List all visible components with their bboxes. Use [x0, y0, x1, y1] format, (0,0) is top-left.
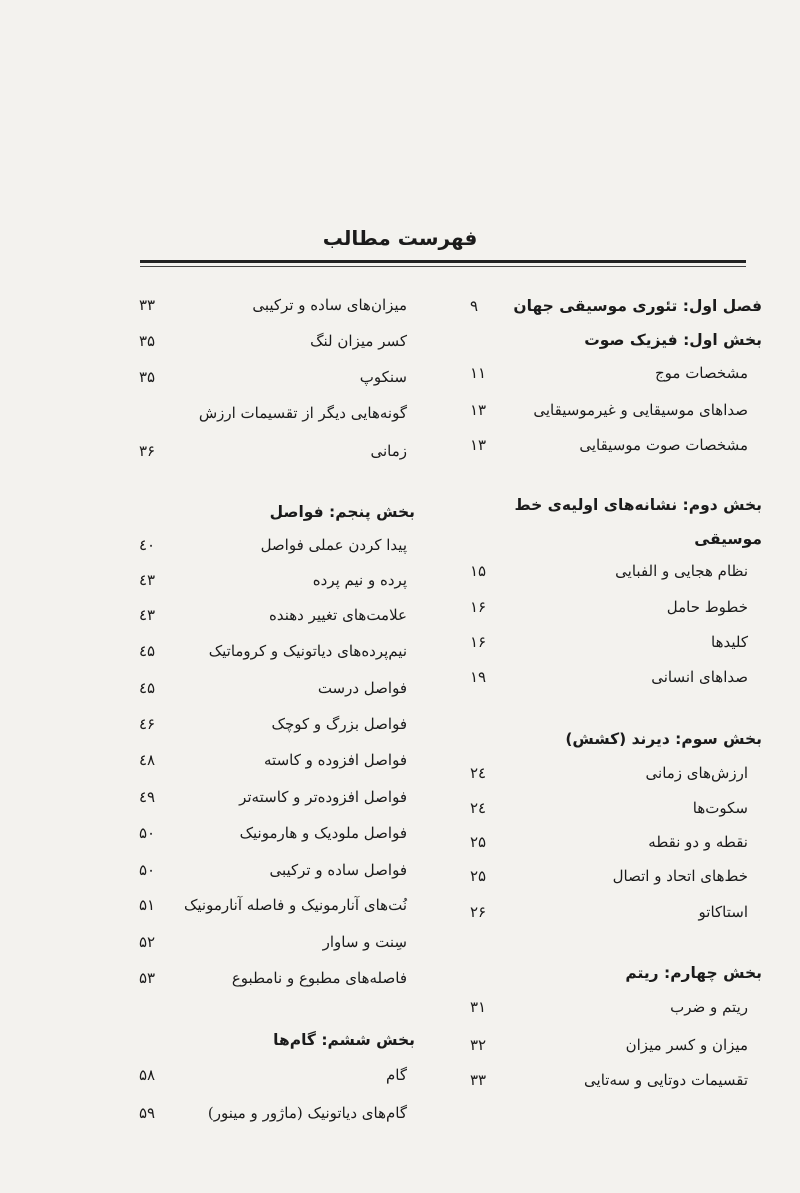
page-number: ۳۳ — [139, 296, 156, 314]
page-number: ۳۵ — [139, 368, 156, 386]
toc-left-entry[interactable] — [135, 1025, 435, 1055]
toc-right-entry[interactable] — [470, 395, 770, 425]
toc-left-entry[interactable] — [135, 290, 435, 320]
toc-left-entry[interactable] — [135, 818, 435, 848]
toc-right-entry[interactable] — [470, 758, 770, 788]
entry-title: میزان‌های ساده و ترکیبی — [252, 296, 407, 314]
toc-left-entry[interactable] — [135, 745, 435, 775]
section-heading: بخش اول: فیزیک صوت — [584, 331, 762, 349]
page-number: ۲۵ — [470, 833, 487, 851]
toc-right-entry[interactable] — [470, 592, 770, 622]
page-number: ۵۹ — [139, 1104, 156, 1122]
page-number: ٤۵ — [139, 642, 156, 660]
toc-left-entry[interactable] — [135, 362, 435, 392]
toc-right-entry[interactable] — [470, 793, 770, 823]
title-rule-thin — [140, 266, 746, 267]
toc-left-entry[interactable] — [135, 565, 435, 595]
page-number: ۱۱ — [470, 364, 487, 382]
toc-right-entry[interactable] — [470, 897, 770, 927]
toc-right-entry[interactable] — [470, 1030, 770, 1060]
entry-title: ارزش‌های زمانی — [645, 764, 748, 782]
toc-left-entry[interactable] — [135, 1098, 435, 1128]
page-number: ۱۶ — [470, 598, 487, 616]
page-number: ۱۵ — [470, 562, 487, 580]
toc-right-entry[interactable] — [470, 827, 770, 857]
toc-right-entry[interactable] — [470, 958, 770, 988]
page-number: ٤۸ — [139, 751, 156, 769]
entry-title: نُت‌های آنارمونیک و فاصله آنارمونیک — [183, 896, 407, 914]
entry-title: خطوط حامل — [666, 598, 748, 616]
toc-right-entry[interactable] — [470, 1065, 770, 1095]
toc-right-entry[interactable] — [470, 724, 770, 754]
toc-left-entry[interactable] — [135, 530, 435, 560]
toc-right-entry[interactable] — [470, 861, 770, 891]
entry-title: پیدا کردن عملی فواصل — [260, 536, 407, 554]
entry-title: میزان و کسر میزان — [625, 1036, 748, 1054]
entry-title: فواصل افزوده و کاسته — [264, 751, 407, 769]
section-heading: بخش چهارم: ریتم — [625, 964, 762, 982]
entry-title: استاکاتو — [698, 903, 748, 921]
page-number: ۲۵ — [470, 867, 487, 885]
section-heading: بخش ششم: گام‌ها — [273, 1031, 415, 1049]
entry-title: خط‌های اتحاد و اتصال — [612, 867, 748, 885]
toc-left-entry[interactable] — [135, 673, 435, 703]
entry-title: فواصل ساده و ترکیبی — [269, 861, 407, 879]
toc-left-entry[interactable] — [135, 927, 435, 957]
entry-title: کسر میزان لنگ — [310, 332, 407, 350]
toc-left-entry[interactable] — [135, 1060, 435, 1090]
page-number: ۳۶ — [139, 442, 156, 460]
toc-left-entry[interactable] — [135, 497, 435, 527]
page-number: ۵۱ — [139, 896, 156, 914]
entry-title: نظام هجایی و الفبایی — [615, 562, 748, 580]
title-rule-thick — [140, 260, 746, 263]
entry-title: گام‌های دیاتونیک (ماژور و مینور) — [207, 1104, 407, 1122]
section-heading: فصل اول: تئوری موسیقی جهان — [513, 297, 762, 315]
entry-title: مشخصات صوت موسیقایی — [579, 436, 748, 454]
toc-right-entry[interactable] — [470, 992, 770, 1022]
entry-title: زمانی — [370, 442, 407, 460]
toc-left-entry[interactable] — [135, 963, 435, 993]
page-number: ۲۶ — [470, 903, 487, 921]
entry-title: سنکوپ — [359, 368, 407, 386]
page-number: ۲٤ — [470, 799, 487, 817]
page-number: ۳۳ — [470, 1071, 487, 1089]
toc-right-entry[interactable] — [470, 325, 770, 355]
page-number: ٤۰ — [139, 536, 156, 554]
section-heading: بخش دوم: نشانه‌های اولیه‌ی خط — [514, 496, 762, 514]
page-number: ۵۰ — [139, 824, 156, 842]
toc-left-entry[interactable] — [135, 636, 435, 666]
entry-title: گام — [386, 1066, 407, 1084]
page-number: ۳۵ — [139, 332, 156, 350]
page-number: ٤۵ — [139, 679, 156, 697]
entry-title: پرده و نیم پرده — [312, 571, 407, 589]
toc-right-entry[interactable] — [470, 291, 770, 321]
toc-left-entry[interactable] — [135, 600, 435, 630]
entry-title: مشخصات موج — [654, 364, 748, 382]
entry-title: سکوت‌ها — [692, 799, 748, 817]
page-number: ۵۸ — [139, 1066, 156, 1084]
page-number: ۳۲ — [470, 1036, 487, 1054]
page-number: ٤۶ — [139, 715, 156, 733]
entry-title: کلیدها — [711, 633, 748, 651]
toc-left-entry[interactable] — [135, 398, 435, 428]
entry-title: نیم‌پرده‌های دیاتونیک و کروماتیک — [208, 642, 407, 660]
toc-right-entry[interactable] — [470, 662, 770, 692]
page-number: ۱۳ — [470, 401, 487, 419]
section-heading: موسیقی — [694, 530, 762, 548]
entry-title: سِنت و ساوار — [322, 933, 407, 951]
entry-title: علامت‌های تغییر دهنده — [268, 606, 407, 624]
entry-title: صداهای انسانی — [651, 668, 748, 686]
page-number: ۵۲ — [139, 933, 156, 951]
section-heading: بخش سوم: دیرند (کشش) — [565, 730, 762, 748]
toc-left-entry[interactable] — [135, 890, 435, 920]
toc-left-entry[interactable] — [135, 709, 435, 739]
entry-title: فواصل درست — [317, 679, 407, 697]
entry-title: صداهای موسیقایی و غیرموسیقایی — [533, 401, 748, 419]
page-number: ۳۱ — [470, 998, 487, 1016]
entry-title: تقسیمات دوتایی و سه‌تایی — [584, 1071, 748, 1089]
entry-title: فواصل بزرگ و کوچک — [271, 715, 407, 733]
page-number: ۹ — [470, 297, 479, 315]
entry-title: ریتم و ضرب — [670, 998, 748, 1016]
page-number: ٤۳ — [139, 606, 156, 624]
page-number: ۱۶ — [470, 633, 487, 651]
page-number: ٤۹ — [139, 788, 156, 806]
entry-title: نقطه و دو نقطه — [648, 833, 748, 851]
page-number: ۵۰ — [139, 861, 156, 879]
toc-right-entry[interactable] — [470, 430, 770, 460]
toc-right-entry[interactable] — [470, 627, 770, 657]
toc-left-entry[interactable] — [135, 326, 435, 356]
toc-right-entry[interactable] — [470, 524, 770, 554]
toc-left-entry[interactable] — [135, 782, 435, 812]
toc-left-entry[interactable] — [135, 436, 435, 466]
toc-left-entry[interactable] — [135, 855, 435, 885]
page-number: ۵۳ — [139, 969, 156, 987]
page-number: ۱۳ — [470, 436, 487, 454]
page-number: ٤۳ — [139, 571, 156, 589]
entry-title: گونه‌هایی دیگر از تقسیمات ارزش — [198, 404, 407, 422]
page-number: ۲٤ — [470, 764, 487, 782]
page-title: فهرست مطالب — [322, 226, 478, 250]
toc-right-entry[interactable] — [470, 358, 770, 388]
toc-right-entry[interactable] — [470, 490, 770, 520]
entry-title: فواصل افزوده‌تر و کاسته‌تر — [239, 788, 407, 806]
toc-right-entry[interactable] — [470, 556, 770, 586]
entry-title: فواصل ملودیک و هارمونیک — [239, 824, 407, 842]
page-number: ۱۹ — [470, 668, 487, 686]
entry-title: فاصله‌های مطبوع و نامطبوع — [231, 969, 407, 987]
section-heading: بخش پنجم: فواصل — [269, 503, 415, 521]
